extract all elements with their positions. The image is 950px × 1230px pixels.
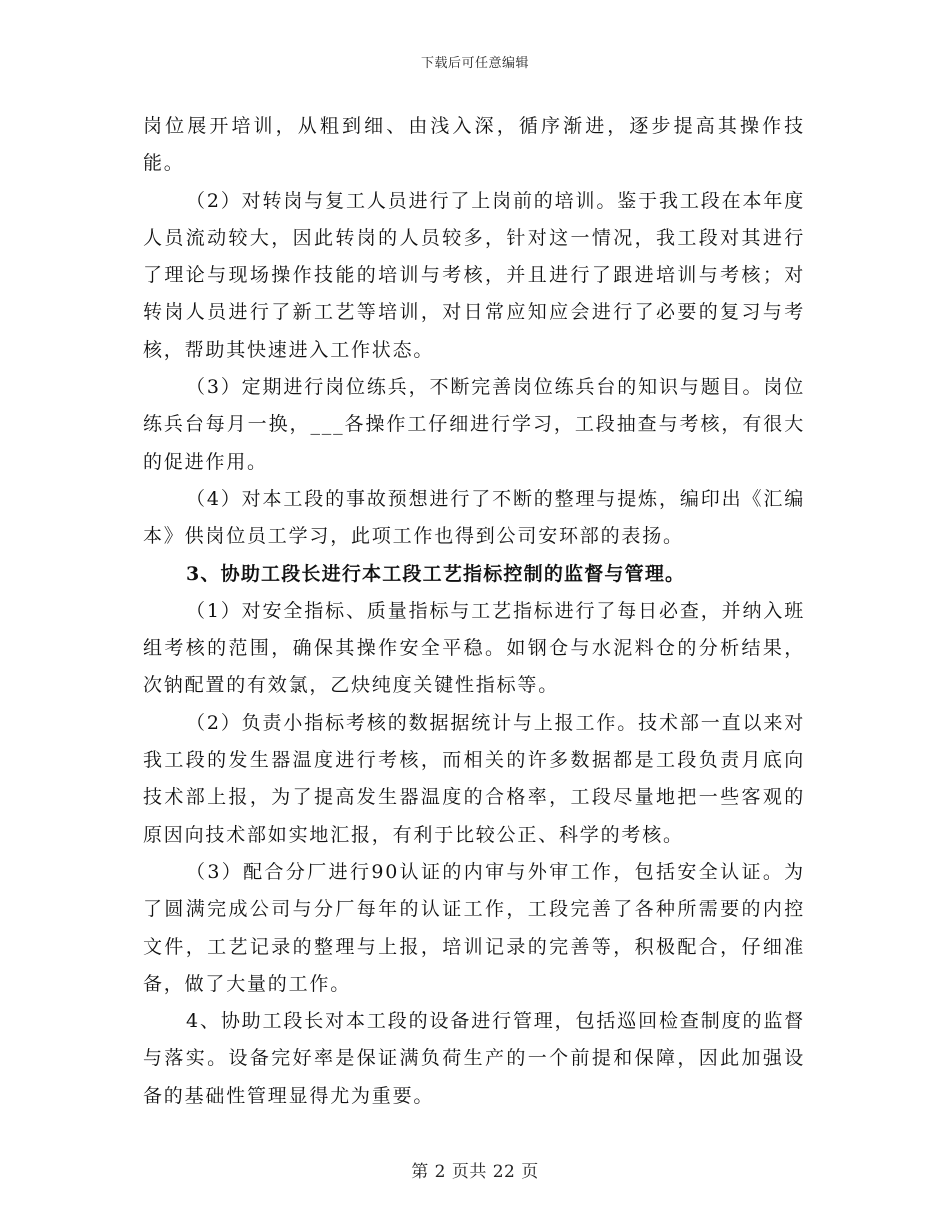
paragraph-item-2-statistics: （2）负责小指标考核的数据据统计与上报工作。技术部一直以来对我工段的发生器温度进行考核，而相关的许多数据都是工段负责月底向技术部上报，为了提高发生器温度的合格率，工段尽量地把一些客观的原因向技术部如实地汇报，有利于比较公正、科学的考核。: [143, 711, 805, 846]
paragraph-section-4-equipment: 4、协助工段长对本工段的设备进行管理，包括巡回检查制度的监督与落实。设备完好率是保证满负荷生产的一个前提和保障，因此加强设备的基础性管理显得尤为重要。: [143, 1010, 805, 1107]
page-header: 下载后可任意编辑: [420, 56, 529, 71]
paragraph-item-3-certification: （3）配合分厂进行90认证的内审与外审工作，包括安全认证。为了圆满完成公司与分厂每年的认证工作，工段完善了各种所需要的内控文件，工艺记录的整理与上报，培训记录的完善等，积极配合，仔细准备，做了大量的工作。: [143, 860, 805, 995]
paragraph-item-1-indicators: （1）对安全指标、质量指标与工艺指标进行了每日必查，并纳入班组考核的范围，确保其操作安全平稳。如钢仓与水泥料仓的分析结果，次钠配置的有效氯，乙炔纯度关键性指标等。: [143, 599, 805, 697]
paragraph-continuation: 岗位展开培训，从粗到细、由浅入深，循序渐进，逐步提高其操作技能。: [143, 115, 805, 175]
paragraph-item-2-transfer-training: （2）对转岗与复工人员进行了上岗前的培训。鉴于我工段在本年度人员流动较大，因此转岗的人员较多，针对这一情况，我工段对其进行了理论与现场操作技能的培训与考核，并且进行了跟进培训与考核；对转岗人员进行了新工艺等培训，对日常应知应会进行了必要的复习与考核，帮助其快速进入工作状态。: [143, 189, 805, 361]
section-heading-3: 3、协助工段长进行本工段工艺指标控制的监督与管理。: [186, 562, 686, 585]
document-body: [143, 108, 805, 1115]
page-footer: 第 2 页共 22 页: [411, 1162, 539, 1182]
paragraph-item-3-post-drills: （3）定期进行岗位练兵，不断完善岗位练兵台的知识与题目。岗位练兵台每月一换，___各操作工仔细进行学习，工段抽查与考核，有很大的促进作用。: [143, 376, 805, 473]
paragraph-item-4-accident-drills: （4）对本工段的事故预想进行了不断的整理与提炼，编印出《汇编本》供岗位员工学习，此项工作也得到公司安环部的表扬。: [143, 487, 805, 548]
